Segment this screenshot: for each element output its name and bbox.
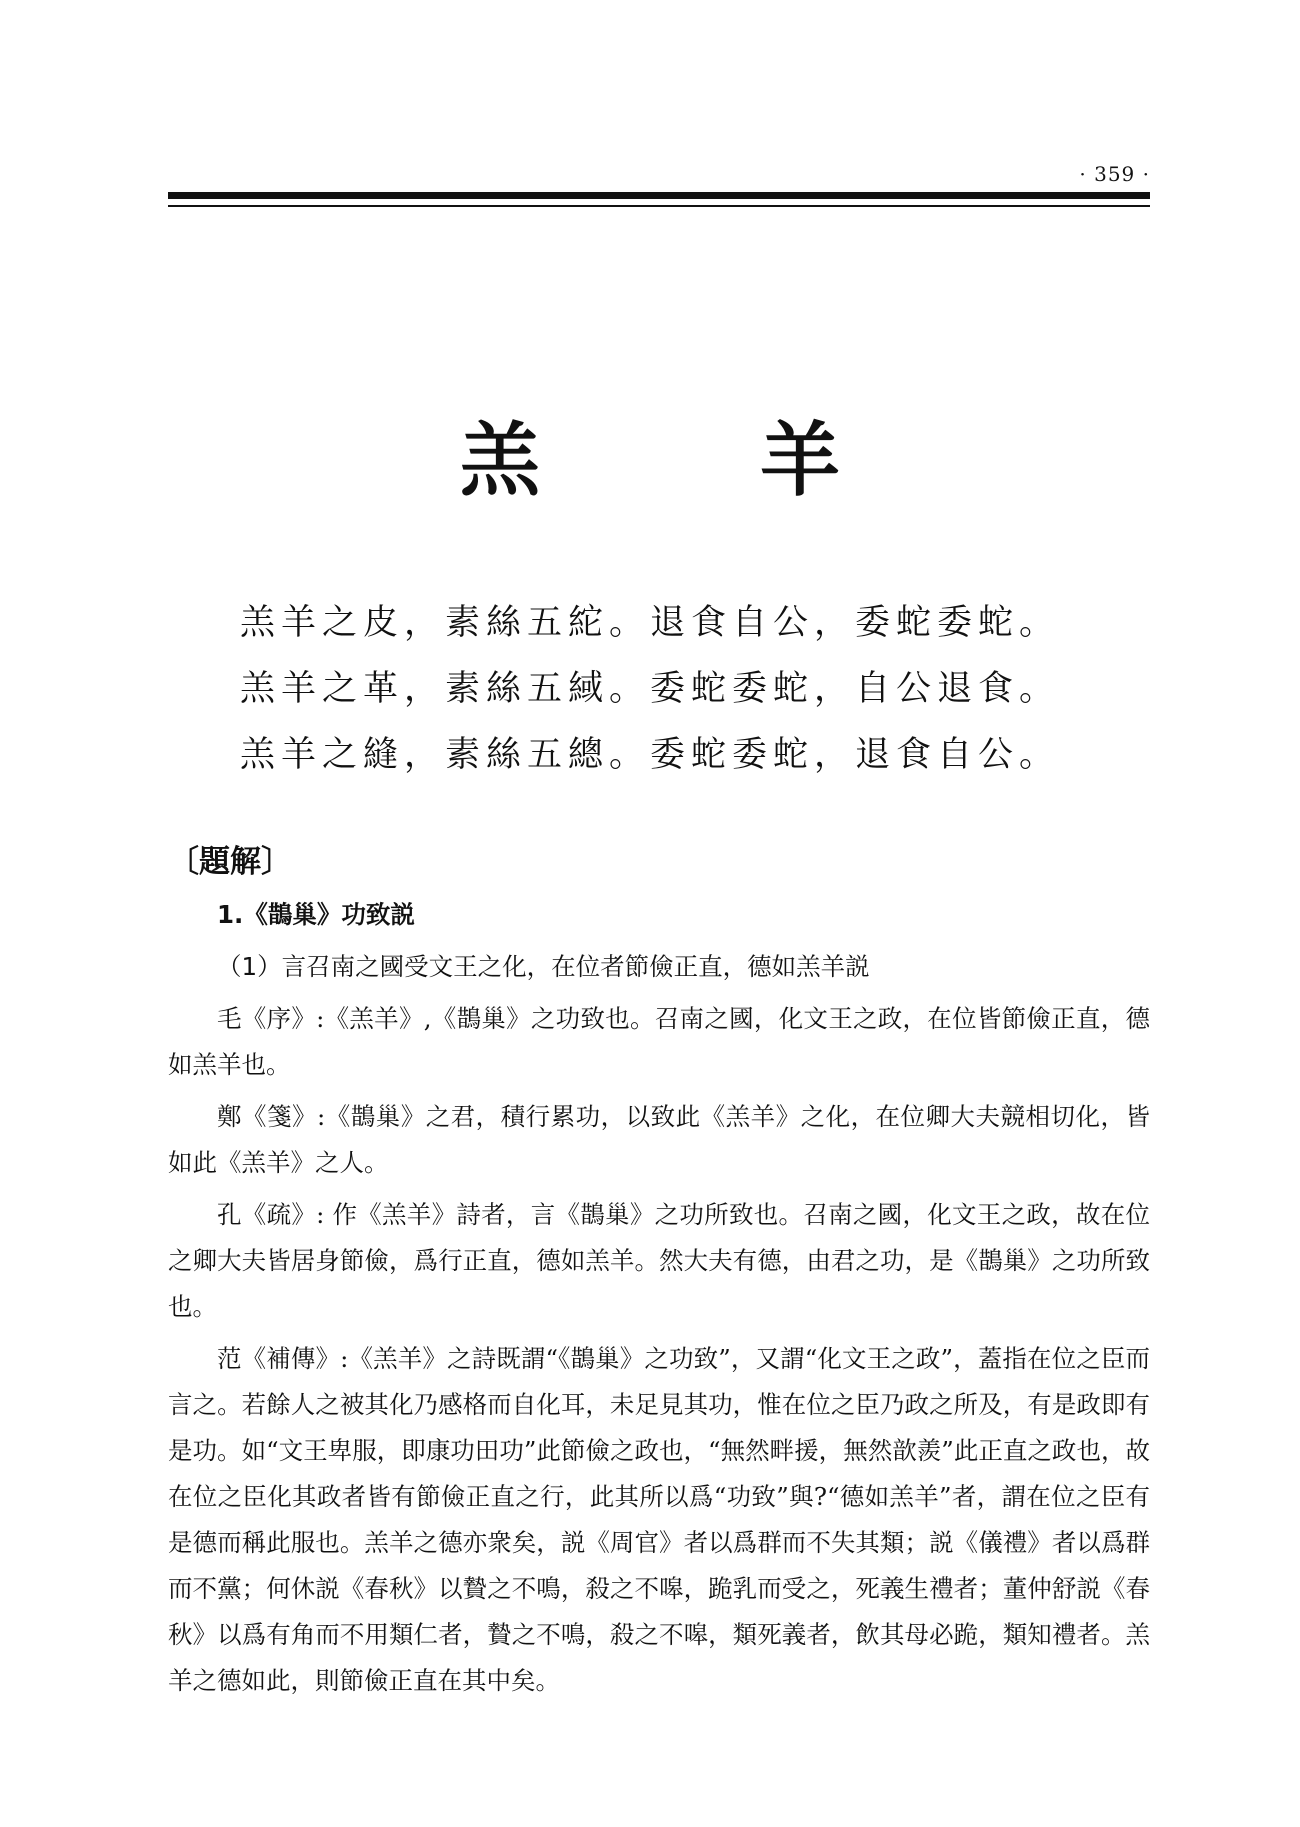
- paragraph: 毛《序》:《羔羊》,《鵲巢》之功致也。召南之國，化文王之政，在位皆節儉正直，德如羔羊也。: [168, 1004, 1150, 1079]
- body-text: [168, 892, 1150, 1710]
- header-rule-thin: [168, 205, 1150, 207]
- page-title: 羔 羊: [460, 413, 910, 507]
- poem-line: 羔羊之縫，素絲五總。委蛇委蛇，退食自公。: [239, 735, 1060, 775]
- poem: [0, 590, 1300, 788]
- subheading: （1）言召南之國受文王之化，在位者節儉正直，德如羔羊説: [217, 952, 870, 981]
- page-number: · 359 ·: [1079, 162, 1150, 186]
- paragraph: 鄭《箋》:《鵲巢》之君，積行累功，以致此《羔羊》之化，在位卿大夫競相切化，皆如此《羔羊》之人。: [168, 1102, 1150, 1177]
- subheading: 1.《鵲巢》功致説: [217, 900, 415, 929]
- header-rule-thick: [168, 192, 1150, 199]
- section-heading: 〔題解〕: [168, 844, 292, 880]
- poem-line: 羔羊之革，素絲五緎。委蛇委蛇，自公退食。: [239, 669, 1060, 709]
- paragraph: 范《補傳》:《羔羊》之詩既謂“《鵲巢》之功致”，又謂“化文王之政”，蓋指在位之臣而言之。若餘人之被其化乃感格而自化耳，未足見其功，惟在位之臣乃政之所及，有是政即有是功。如“文王卑服，即康功田功”此節儉之政也，“無然畔援，無然歆羨”此正直之政也，故在位之臣化其政者皆有節儉正直之行，此其所以爲“功致”與?“德如羔羊”者，謂在位之臣有是德而稱此服也。羔羊之德亦衆矣，説《周官》者以爲群而不失其類；説《儀禮》者以爲群而不黨；何休説《春秋》以贄之不鳴，殺之不嗥，跪乳而受之，死義生禮者；董仲舒説《春秋》以爲有角而不用類仁者，贄之不鳴，殺之不嗥，類死義者，飲其母必跪，類知禮者。羔羊之德如此，則節儉正直在其中矣。: [168, 1344, 1150, 1695]
- poem-line: 羔羊之皮，素絲五紽。退食自公，委蛇委蛇。: [239, 603, 1060, 643]
- paragraph: 孔《疏》: 作《羔羊》詩者，言《鵲巢》之功所致也。召南之國，化文王之政，故在位之卿大夫皆居身節儉，爲行正直，德如羔羊。然大夫有德，由君之功，是《鵲巢》之功所致也。: [168, 1200, 1150, 1321]
